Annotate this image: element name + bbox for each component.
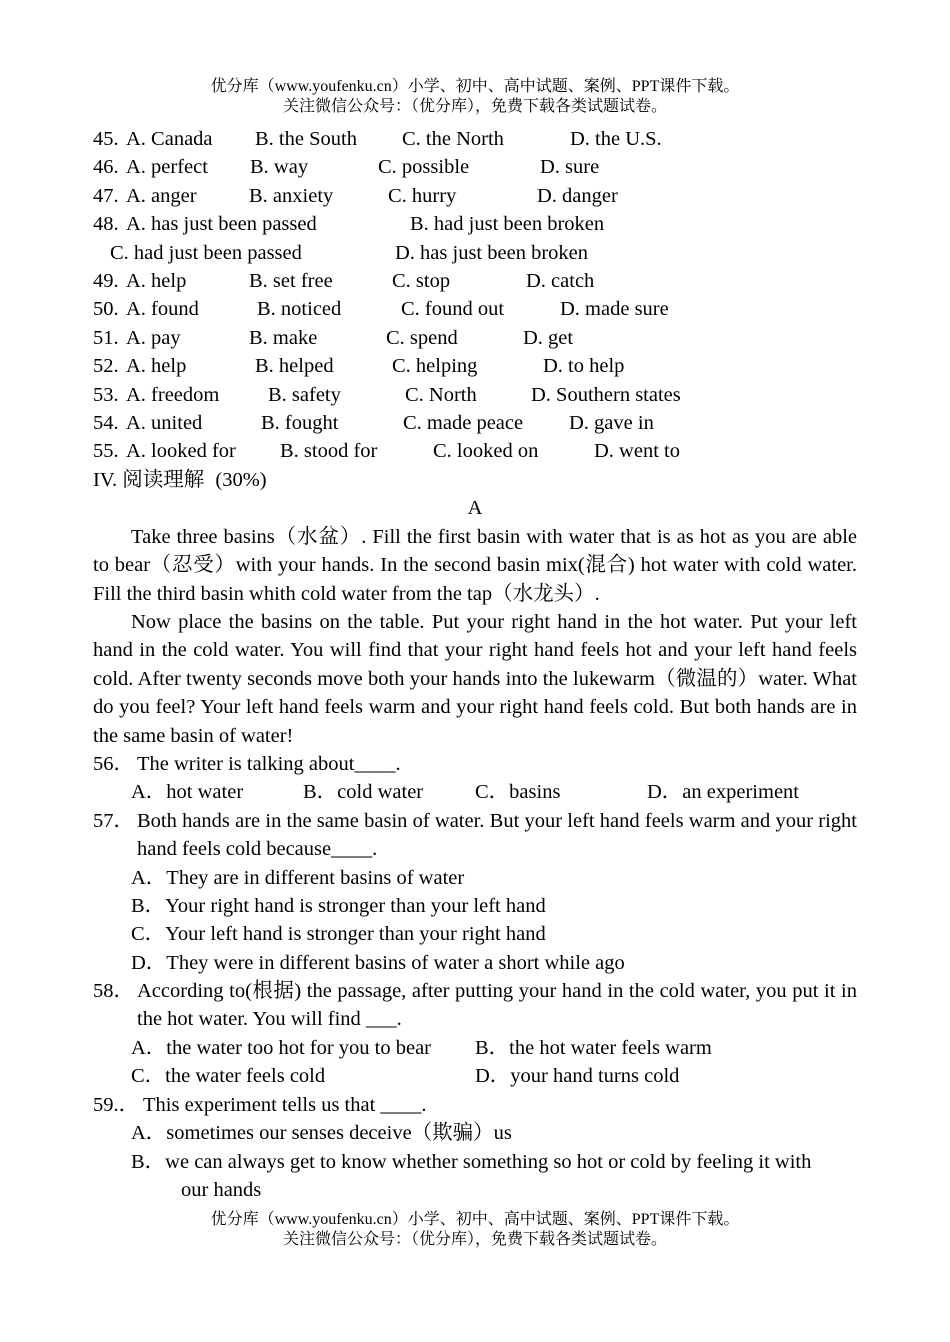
option-d: D. get <box>523 327 574 349</box>
passage-label: A <box>467 497 483 519</box>
option-a: A. found <box>126 298 199 320</box>
option-c: C．the water feels cold <box>131 1065 326 1087</box>
footer-line-2: 关注微信公众号：（优分库），免费下载各类试题试卷。 <box>282 1231 667 1248</box>
question-number: 55. <box>93 440 119 462</box>
option-b: B. safety <box>268 384 341 406</box>
option-b: B. set free <box>249 270 333 292</box>
option-c: C. looked on <box>433 440 539 462</box>
option-d: D．an experiment <box>647 781 799 803</box>
question-56-number: 56． <box>93 753 134 775</box>
option-b: B. the South <box>255 128 357 150</box>
question-57-option-a: A．They are in different basins of water <box>131 867 465 889</box>
option-d: D. the U.S. <box>570 128 662 150</box>
question-56-text: The writer is talking about____. <box>137 753 401 775</box>
footer-line-1: 优分库（www.youfenku.cn）小学、初中、高中试题、案例、PPT课件下载。 <box>210 1211 740 1228</box>
option-b: B. stood for <box>280 440 378 462</box>
header-line-1: 优分库（www.youfenku.cn）小学、初中、高中试题、案例、PPT课件下载。 <box>210 78 740 95</box>
option-d: D. danger <box>537 185 618 207</box>
option-b: B. helped <box>255 355 334 377</box>
option-c: C. found out <box>401 298 505 320</box>
passage-paragraph-1: Take three basins（水盆）. Fill the first basin with water that is as hot as you are able to bear（忍受）with your hands. In the second basin mix(混合) hot water with cold water. Fill the third basin whith cold water from the tap（水龙头）. <box>93 526 857 605</box>
option-a: A．the water too hot for you to bear <box>131 1037 432 1059</box>
section-title: IV. 阅读理解 <box>93 469 205 491</box>
option-d: D. made sure <box>560 298 669 320</box>
question-57-option-b: B．Your right hand is stronger than your left hand <box>131 895 546 917</box>
option-a: A. has just been passed <box>126 213 317 235</box>
option-b: B. anxiety <box>249 185 334 207</box>
question-number: 45. <box>93 128 119 150</box>
option-c: C. stop <box>392 270 451 292</box>
option-c: C. possible <box>378 156 470 178</box>
question-number: 51. <box>93 327 119 349</box>
option-b: B. fought <box>261 412 339 434</box>
question-59-text: This experiment tells us that ____. <box>143 1094 427 1116</box>
option-c: C．basins <box>475 781 561 803</box>
question-number: 50. <box>93 298 119 320</box>
question-59-option-a: A．sometimes our senses deceive（欺骗）us <box>131 1122 512 1144</box>
option-d: D. Southern states <box>531 384 681 406</box>
question-57-option-d: D．They were in different basins of water a short while ago <box>131 952 625 974</box>
question-59-number: 59.． <box>93 1094 140 1116</box>
section-heading <box>93 466 267 494</box>
option-a: A. perfect <box>126 156 208 178</box>
option-b: B. make <box>249 327 318 349</box>
option-a: A. freedom <box>126 384 220 406</box>
option-d: D. went to <box>594 440 680 462</box>
option-a: A. help <box>126 270 187 292</box>
question-number: 46. <box>93 156 119 178</box>
question-number: 54. <box>93 412 119 434</box>
option-c: C. helping <box>392 355 478 377</box>
option-d: D. catch <box>526 270 595 292</box>
option-a: A. looked for <box>126 440 236 462</box>
option-d: D. to help <box>543 355 625 377</box>
section-score: (30%) <box>215 469 267 491</box>
option-c: C. made peace <box>403 412 524 434</box>
question-57-text: Both hands are in the same basin of water. But your left hand feels warm and your right hand feels cold because____. <box>137 810 857 861</box>
option-c: C. hurry <box>388 185 457 207</box>
question-number: 47. <box>93 185 119 207</box>
option-c: C. North <box>405 384 477 406</box>
question-59-option-b-cont: our hands <box>181 1179 262 1201</box>
option-d: D. sure <box>540 156 600 178</box>
header-line-2: 关注微信公众号：（优分库），免费下载各类试题试卷。 <box>282 98 667 115</box>
question-number: 48. <box>93 213 119 235</box>
option-c: C. had just been passed <box>110 242 302 264</box>
option-d: D. has just been broken <box>395 242 588 264</box>
option-b: B．the hot water feels warm <box>475 1037 712 1059</box>
option-a: A．hot water <box>131 781 244 803</box>
option-c: C. the North <box>402 128 504 150</box>
option-a: A. united <box>126 412 203 434</box>
question-number: 49. <box>93 270 119 292</box>
option-d: D．your hand turns cold <box>475 1065 680 1087</box>
option-a: A. Canada <box>126 128 213 150</box>
option-c: C. spend <box>386 327 458 349</box>
option-b: B. way <box>250 156 309 178</box>
question-number: 52. <box>93 355 119 377</box>
option-d: D. gave in <box>569 412 654 434</box>
option-a: A. pay <box>126 327 181 349</box>
option-a: A. help <box>126 355 187 377</box>
question-58-text: According to(根据) the passage, after putting your hand in the cold water, you put it in the hot water. You will find ___. <box>137 980 857 1031</box>
question-58-number: 58． <box>93 980 134 1002</box>
question-number: 53. <box>93 384 119 406</box>
option-a: A. anger <box>126 185 197 207</box>
question-57-option-c: C．Your left hand is stronger than your right hand <box>131 923 546 945</box>
option-b: B. had just been broken <box>410 213 605 235</box>
option-b: B. noticed <box>257 298 342 320</box>
question-57-number: 57． <box>93 810 134 832</box>
passage-paragraph-2: Now place the basins on the table. Put your right hand in the hot water. Put your left hand in the cold water. You will find that your right hand feels hot and your left hand feels cold. After twenty seconds move both your hands into the lukewarm（微温的）water. What do you feel? Your left hand feels warm and your right hand feels cold. But both hands are in the same basin of water! <box>93 611 857 747</box>
question-59-option-b: B．we can always get to know whether something so hot or cold by feeling it with <box>131 1151 812 1173</box>
option-b: B．cold water <box>303 781 424 803</box>
